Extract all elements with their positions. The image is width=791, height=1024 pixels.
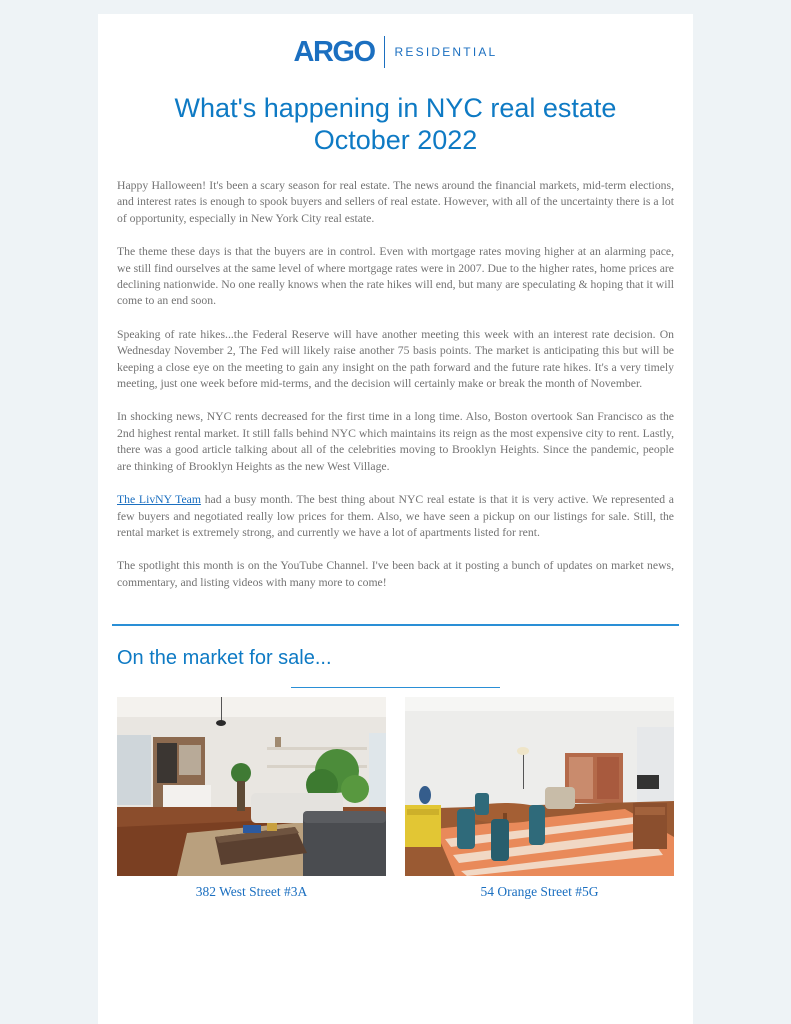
paragraph-team-text: had a busy month. The best thing about NYC real estate is that it is very active. We represented a few buyers and negotiated really low prices for them. Also, we have seen a pickup on our listings for sale. Still, the rental market is extremely strong, and currently we have a lot of apartments listed for rent. xyxy=(117,493,674,539)
newsletter-headline xyxy=(98,92,693,156)
listing-address[interactable]: 54 Orange Street #5G xyxy=(480,884,599,899)
listing-card[interactable] xyxy=(405,697,674,900)
paragraph-youtube: The spotlight this month is on the YouTube Channel. I've been back at it posting a bunch of updates on market news, commentary, and listing videos with many more to come! xyxy=(117,559,674,589)
listing-address[interactable]: 382 West Street #3A xyxy=(195,884,308,899)
logo-mark: ARGO xyxy=(293,35,375,68)
newsletter-body xyxy=(117,178,674,608)
paragraph-buyers: The theme these days is that the buyers are in control. Even with mortgage rates moving higher at an alarming pace, we still find ourselves at the same level of where mortgage rates were in 2007. Due to the higher rates, home prices are declining nationwide. No one really knows when the rate hikes will end, but many are speculating & hoping that it will come to an end soon. xyxy=(117,245,674,308)
headline-line-1: What's happening in NYC real estate xyxy=(174,93,617,123)
listing-photo-living-room[interactable] xyxy=(117,697,386,876)
paragraph-rate-hikes: Speaking of rate hikes...the Federal Reserve will have another meeting this week with an interest rate decision. On Wednesday November 2, The Fed will likely raise another 75 basis points. The market is anticipating this but will be keeping a close eye on the meeting to gain any insight on the path forward and the future rate hikes. It's a very timely meeting, just one week before mid-terms, and the decision will certainly make or break the month of November. xyxy=(117,327,674,391)
section-divider xyxy=(112,624,679,626)
living-room-photo-illustration xyxy=(117,697,386,876)
listing-card[interactable] xyxy=(117,697,386,900)
listing-photo-dining-room[interactable] xyxy=(405,697,674,876)
paragraph-rents: In shocking news, NYC rents decreased for the first time in a long time. Also, Boston overtook San Francisco as the 2nd highest rental market. It still falls behind NYC which maintains its reign as the most expensive city to rent. Lastly, there was a good article talking about all of the celebrities moving to Brooklyn Heights. Since the pandemic, people are thinking of Brooklyn Heights as the new West Village. xyxy=(117,410,674,473)
dining-room-photo-illustration xyxy=(405,697,674,876)
paragraph-team xyxy=(117,492,674,541)
logo-divider xyxy=(384,36,385,68)
livny-team-link[interactable]: The LivNY Team xyxy=(117,493,201,507)
newsletter-page xyxy=(98,14,693,1024)
logo-wordmark: RESIDENTIAL xyxy=(394,45,498,59)
paragraph-intro: Happy Halloween! It's been a scary season for real estate. The news around the financial markets, mid-term elections, and interest rates is enough to spook buyers and sellers of real estate. However, with all of the uncertainty there is a lot of opportunity, especially in New York City real estate. xyxy=(117,179,674,225)
argo-residential-logo[interactable] xyxy=(98,36,693,68)
section-title: On the market for sale... xyxy=(117,647,332,669)
headline-line-2: October 2022 xyxy=(313,125,478,155)
section-underline xyxy=(291,687,500,688)
